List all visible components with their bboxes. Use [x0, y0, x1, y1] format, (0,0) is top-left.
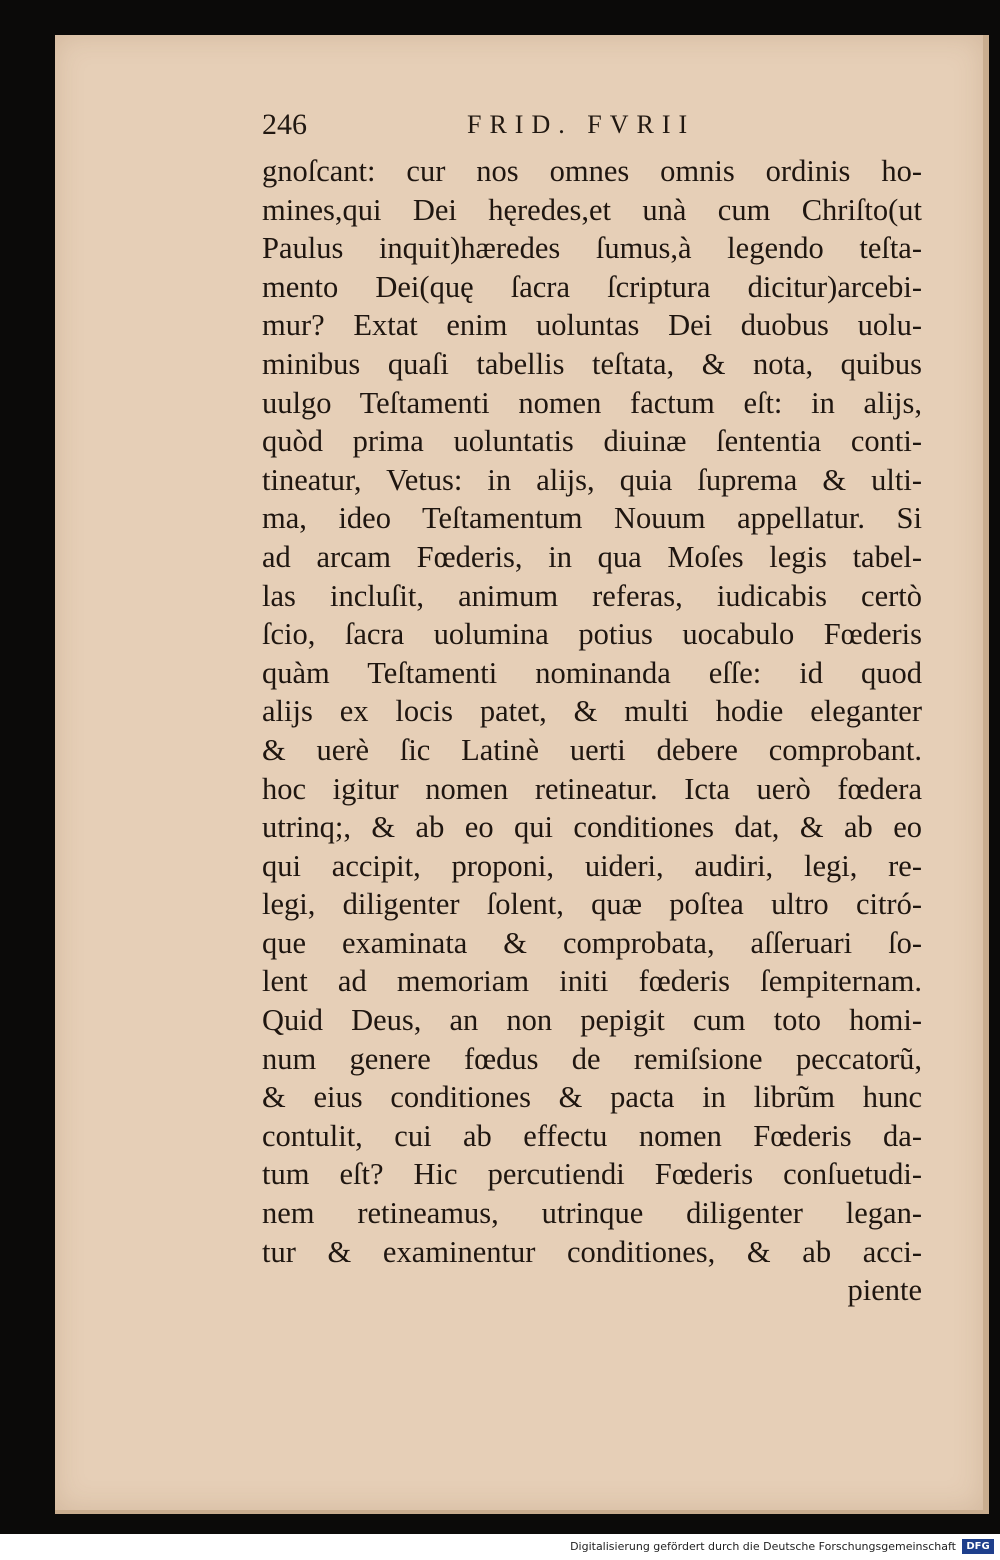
text-line: que examinata & comprobata, aſſeruari ſo-: [262, 925, 922, 960]
text-line: qui accipit, proponi, uideri, audiri, legi, re-: [262, 848, 922, 883]
text-body: [262, 152, 922, 1310]
text-line: quòd prima uoluntatis diuinæ ſententia conti-: [262, 424, 922, 459]
text-line: gnoſcant: cur nos omnes omnis ordinis ho-: [262, 154, 922, 188]
text-line: quàm Teſtamenti nominanda eſſe: id quod: [262, 655, 922, 690]
text-line: utrinq;, & ab eo qui conditiones dat, & ab eo: [262, 810, 922, 845]
text-line: & uerè ſic Latinè uerti debere comprobant.: [262, 732, 922, 767]
funding-credit: Digitalisierung gefördert durch die Deutsche Forschungsgemeinschaft: [570, 1540, 956, 1553]
text-line: mento Dei(quę ſacra ſcriptura dicitur)arcebi-: [262, 269, 922, 304]
text-line: contulit, cui ab effectu nomen Fœderis da-: [262, 1118, 922, 1153]
text-line: hoc igitur nomen retineatur. Icta uerò fœdera: [262, 771, 922, 806]
text-line: lent ad memoriam initi fœderis ſempiternam.: [262, 964, 922, 999]
text-line: alijs ex locis patet, & multi hodie eleganter: [262, 694, 922, 729]
page-header: [262, 108, 922, 144]
text-line: las incluſit, animum referas, iudicabis certò: [262, 578, 922, 613]
text-line: tum eſt? Hic percutiendi Fœderis conſuetudi-: [262, 1157, 922, 1192]
text-line: ad arcam Fœderis, in qua Moſes legis tabel-: [262, 539, 922, 574]
text-line: Paulus inquit)hæredes ſumus,à legendo teſta-: [262, 231, 922, 266]
page-number: 246: [262, 108, 307, 141]
footer-bar: [0, 1534, 1000, 1560]
text-line: ſcio, ſacra uolumina potius uocabulo Fœderis: [262, 617, 922, 652]
text-line: Quid Deus, an non pepigit cum toto homi-: [262, 1003, 922, 1038]
text-line: legi, diligenter ſolent, quæ poſtea ultro citró-: [262, 887, 922, 922]
text-line: mur? Extat enim uoluntas Dei duobus uolu-: [262, 308, 922, 343]
text-line: tineatur, Vetus: in alijs, quia ſuprema & ulti-: [262, 462, 922, 497]
text-line: tur & examinentur conditiones, & ab acci-: [262, 1234, 922, 1269]
dfg-logo: DFG: [962, 1539, 994, 1554]
text-line: mines,qui Dei hęredes,et unà cum Chriſto(ut: [262, 192, 922, 227]
text-line: ma, ideo Teſtamentum Nouum appellatur. Si: [262, 501, 922, 536]
running-title: FRID. FVRII: [467, 110, 696, 139]
catchword: piente: [847, 1273, 922, 1308]
text-line: num genere fœdus de remiſsione peccatorũ,: [262, 1041, 922, 1076]
text-line: minibus quaſi tabellis teſtata, & nota, quibus: [262, 346, 922, 381]
text-line: & eius conditiones & pacta in librũm hunc: [262, 1080, 922, 1115]
text-line: nem retineamus, utrinque diligenter legan-: [262, 1196, 922, 1231]
text-line: uulgo Teſtamenti nomen factum eſt: in alijs,: [262, 385, 922, 420]
